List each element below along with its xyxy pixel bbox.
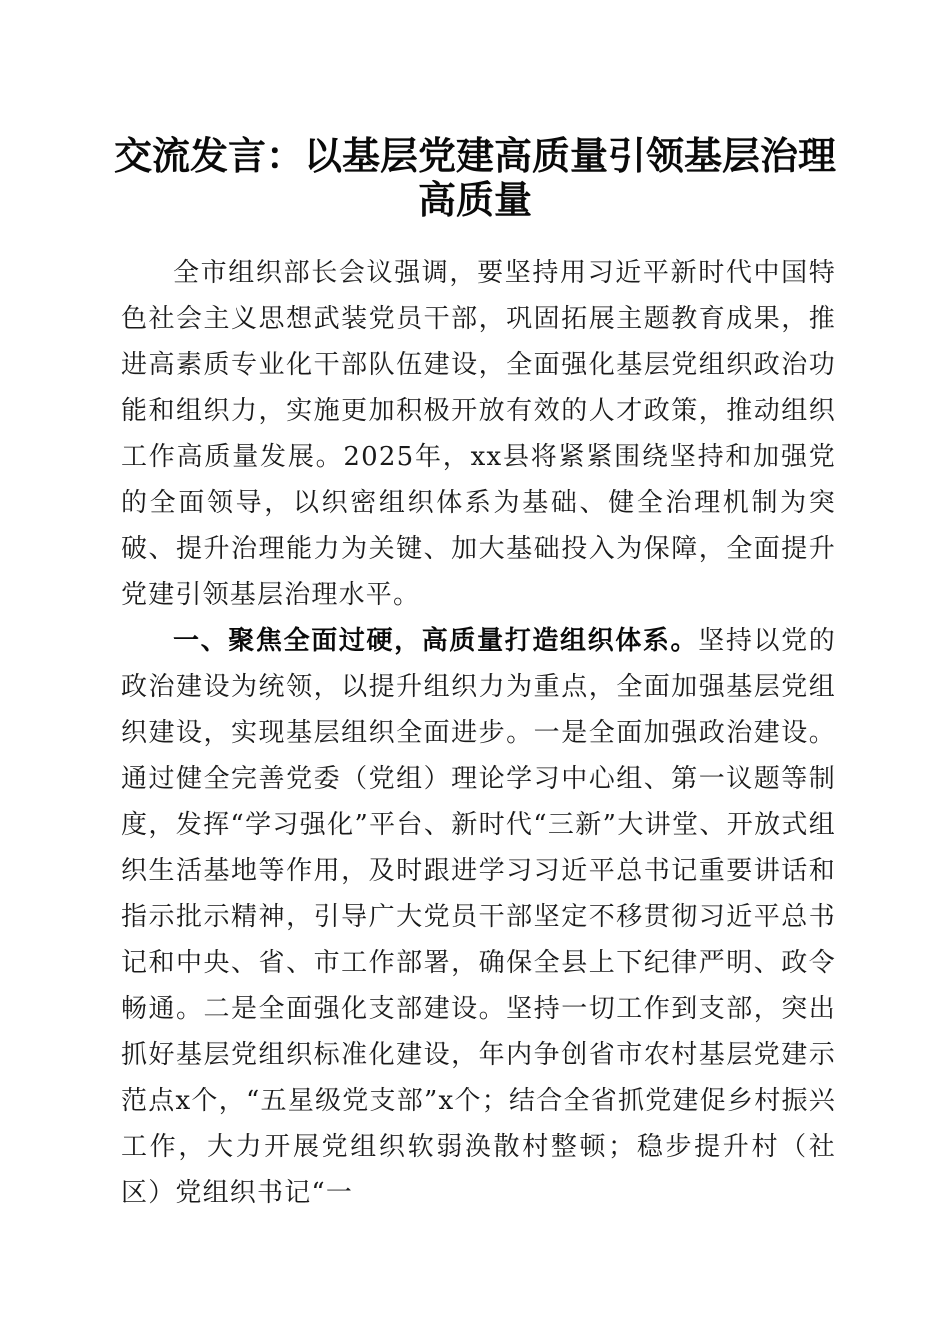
- section-one-text: 坚持以党的政治建设为统领，以提升组织力为重点，全面加强基层党组织建设，实现基层组织全面进步。一是全面加强政治建设。通过健全完善党委（党组）理论学习中心组、第一议题等制度，发挥“学习强化”平台、新时代“三新”大讲堂、开放式组织生活基地等作用，及时跟进学习习近平总书记重要讲话和指示批示精神，引导广大党员干部坚定不移贯彻习近平总书记和中央、省、市工作部署，确保全县上下纪律严明、政令畅通。二是全面强化支部建设。坚持一切工作到支部，突出抓好基层党组织标准化建设，年内争创省市农村基层党建示范点x个，“五星级党支部”x个；结合全省抓党建促乡村振兴工作，大力开展党组织软弱涣散村整顿；稳步提升村（社区）党组织书记“一: [121, 626, 836, 1208]
- section-one-paragraph: [121, 618, 836, 1216]
- intro-paragraph: [121, 250, 836, 618]
- document-title: 交流发言：以基层党建高质量引领基层治理高质量: [113, 133, 836, 222]
- document-body: [121, 250, 836, 1216]
- section-one-heading: 一、聚焦全面过硬，高质量打造组织体系。: [173, 626, 699, 656]
- intro-paragraph-text: 全市组织部长会议强调，要坚持用习近平新时代中国特色社会主义思想武装党员干部，巩固拓展主题教育成果，推进高素质专业化干部队伍建设，全面强化基层党组织政治功能和组织力，实施更加积极开放有效的人才政策，推动组织工作高质量发展。2025年，xx县将紧紧围绕坚持和加强党的全面领导，以织密组织体系为基础、健全治理机制为突破、提升治理能力为关键、加大基础投入为保障，全面提升党建引领基层治理水平。: [121, 258, 836, 610]
